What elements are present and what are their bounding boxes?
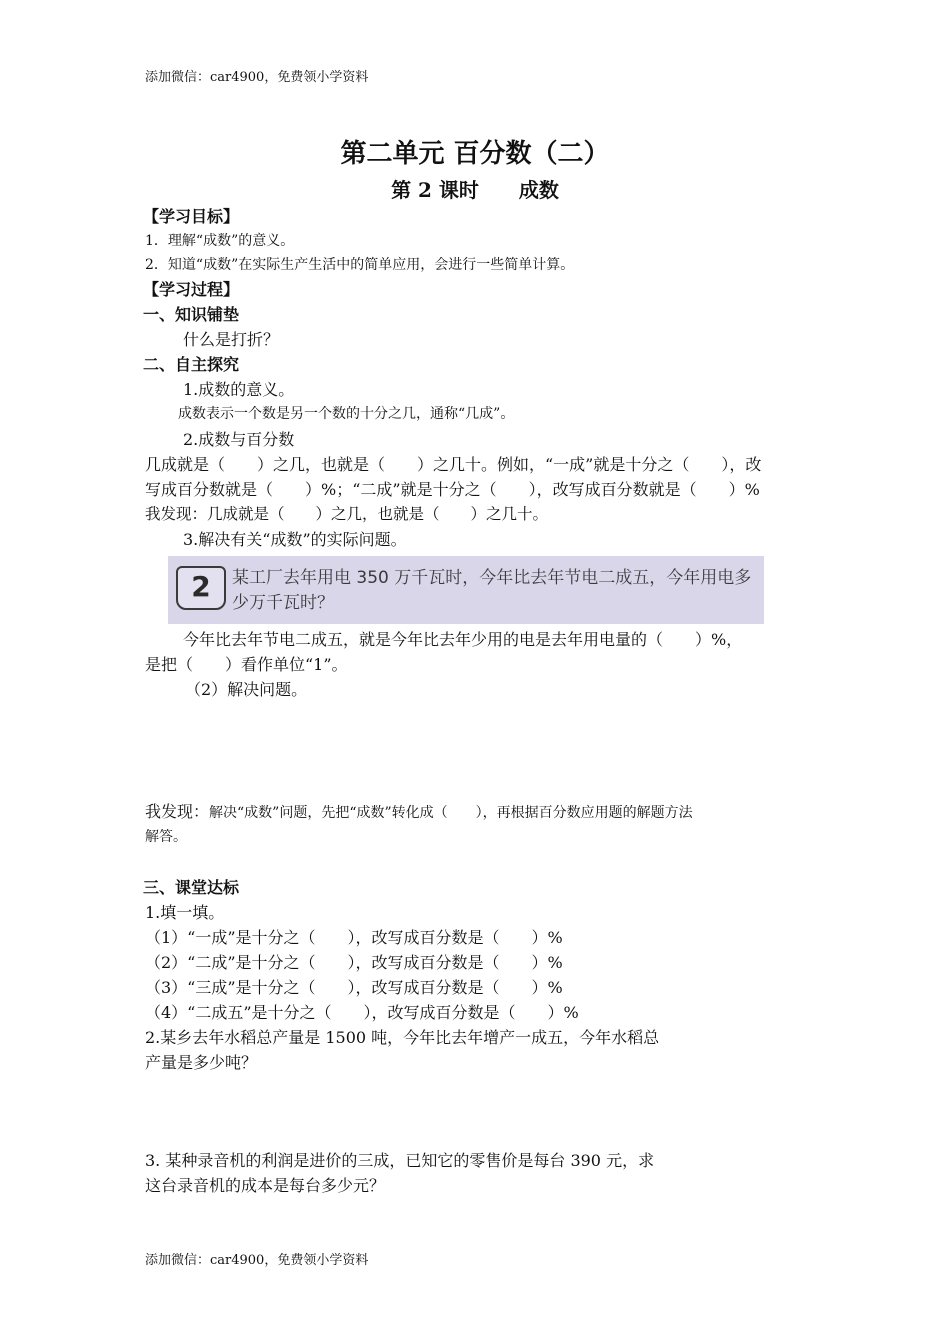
- discovery-2-text: 解决“成数”问题，先把“成数”转化成（ ），再根据百分数应用题的解题方法: [209, 805, 693, 821]
- item-meaning: 1.成数的意义。: [183, 380, 295, 399]
- page-title: 第二单元 百分数（二）: [340, 139, 610, 169]
- discovery-2-prefix: 我发现：: [145, 802, 210, 821]
- percent-line-1: 几成就是（ ）之几，也就是（ ）之几十。例如，“一成”就是十分之（ ），改: [145, 455, 762, 474]
- fill-item-1: （1）“一成”是十分之（ ），改写成百分数是（ ）%: [145, 928, 563, 947]
- example-problem-text: 某工厂去年用电 350 万千瓦时，今年比去年节电二成五，今年用电多少万千瓦时？: [232, 568, 752, 613]
- fill-item-4: （4）“二成五”是十分之（ ），改写成百分数是（ ）%: [145, 1003, 579, 1022]
- definition-text: 成数表示一个数是另一个数的十分之几，通称“几成”。: [178, 406, 515, 422]
- goals-heading: 【学习目标】: [143, 207, 240, 226]
- discovery-1: 我发现：几成就是（ ）之几，也就是（ ）之几十。: [145, 505, 549, 523]
- item-practical: 3.解决有关“成数”的实际问题。: [183, 530, 407, 549]
- goal-item-1: 1．理解“成数”的意义。: [145, 233, 295, 249]
- discovery-2: [145, 799, 693, 822]
- lesson-subtitle: 第 2 课时 成数: [391, 178, 559, 202]
- process-heading: 【学习过程】: [143, 280, 240, 299]
- analysis-line-2: 是把（ ）看作单位“1”。: [145, 655, 348, 674]
- analysis-line-1: 今年比去年节电二成五，就是今年比去年少用的电是去年用电量的（ ）%，: [183, 630, 743, 649]
- percent-line-2: 写成百分数就是（ ）%；“二成”就是十分之（ ），改写成百分数就是（ ）%: [145, 480, 760, 499]
- question-3-line-2: 这台录音机的成本是每台多少元？: [145, 1176, 386, 1195]
- section-heading-practice: 三、课堂达标: [143, 878, 240, 897]
- discovery-2-continuation: 解答。: [145, 829, 187, 845]
- page-footer: 添加微信：car4900，免费领小学资料: [145, 1253, 369, 1268]
- discount-question: 什么是打折？: [183, 330, 280, 349]
- example-number-badge: 2: [176, 566, 226, 610]
- question-2-line-2: 产量是多少吨？: [145, 1053, 258, 1072]
- question-1: 1.填一填。: [145, 903, 225, 922]
- section-heading-explore: 二、自主探究: [143, 355, 240, 374]
- fill-item-2: （2）“二成”是十分之（ ），改写成百分数是（ ）%: [145, 953, 563, 972]
- solve-label: （2）解决问题。: [185, 680, 308, 699]
- question-3-line-1: 3. 某种录音机的利润是进价的三成，已知它的零售价是每台 390 元，求: [145, 1151, 655, 1170]
- page-header: 添加微信：car4900，免费领小学资料: [145, 70, 369, 85]
- fill-item-3: （3）“三成”是十分之（ ），改写成百分数是（ ）%: [145, 978, 563, 997]
- example-problem-image: [168, 556, 764, 624]
- section-heading-knowledge: 一、知识铺垫: [143, 305, 240, 324]
- question-2-line-1: 2.某乡去年水稻总产量是 1500 吨，今年比去年增产一成五，今年水稻总: [145, 1028, 660, 1047]
- item-percent: 2.成数与百分数: [183, 430, 295, 449]
- goal-item-2: 2．知道“成数”在实际生产生活中的简单应用，会进行一些简单计算。: [145, 257, 575, 273]
